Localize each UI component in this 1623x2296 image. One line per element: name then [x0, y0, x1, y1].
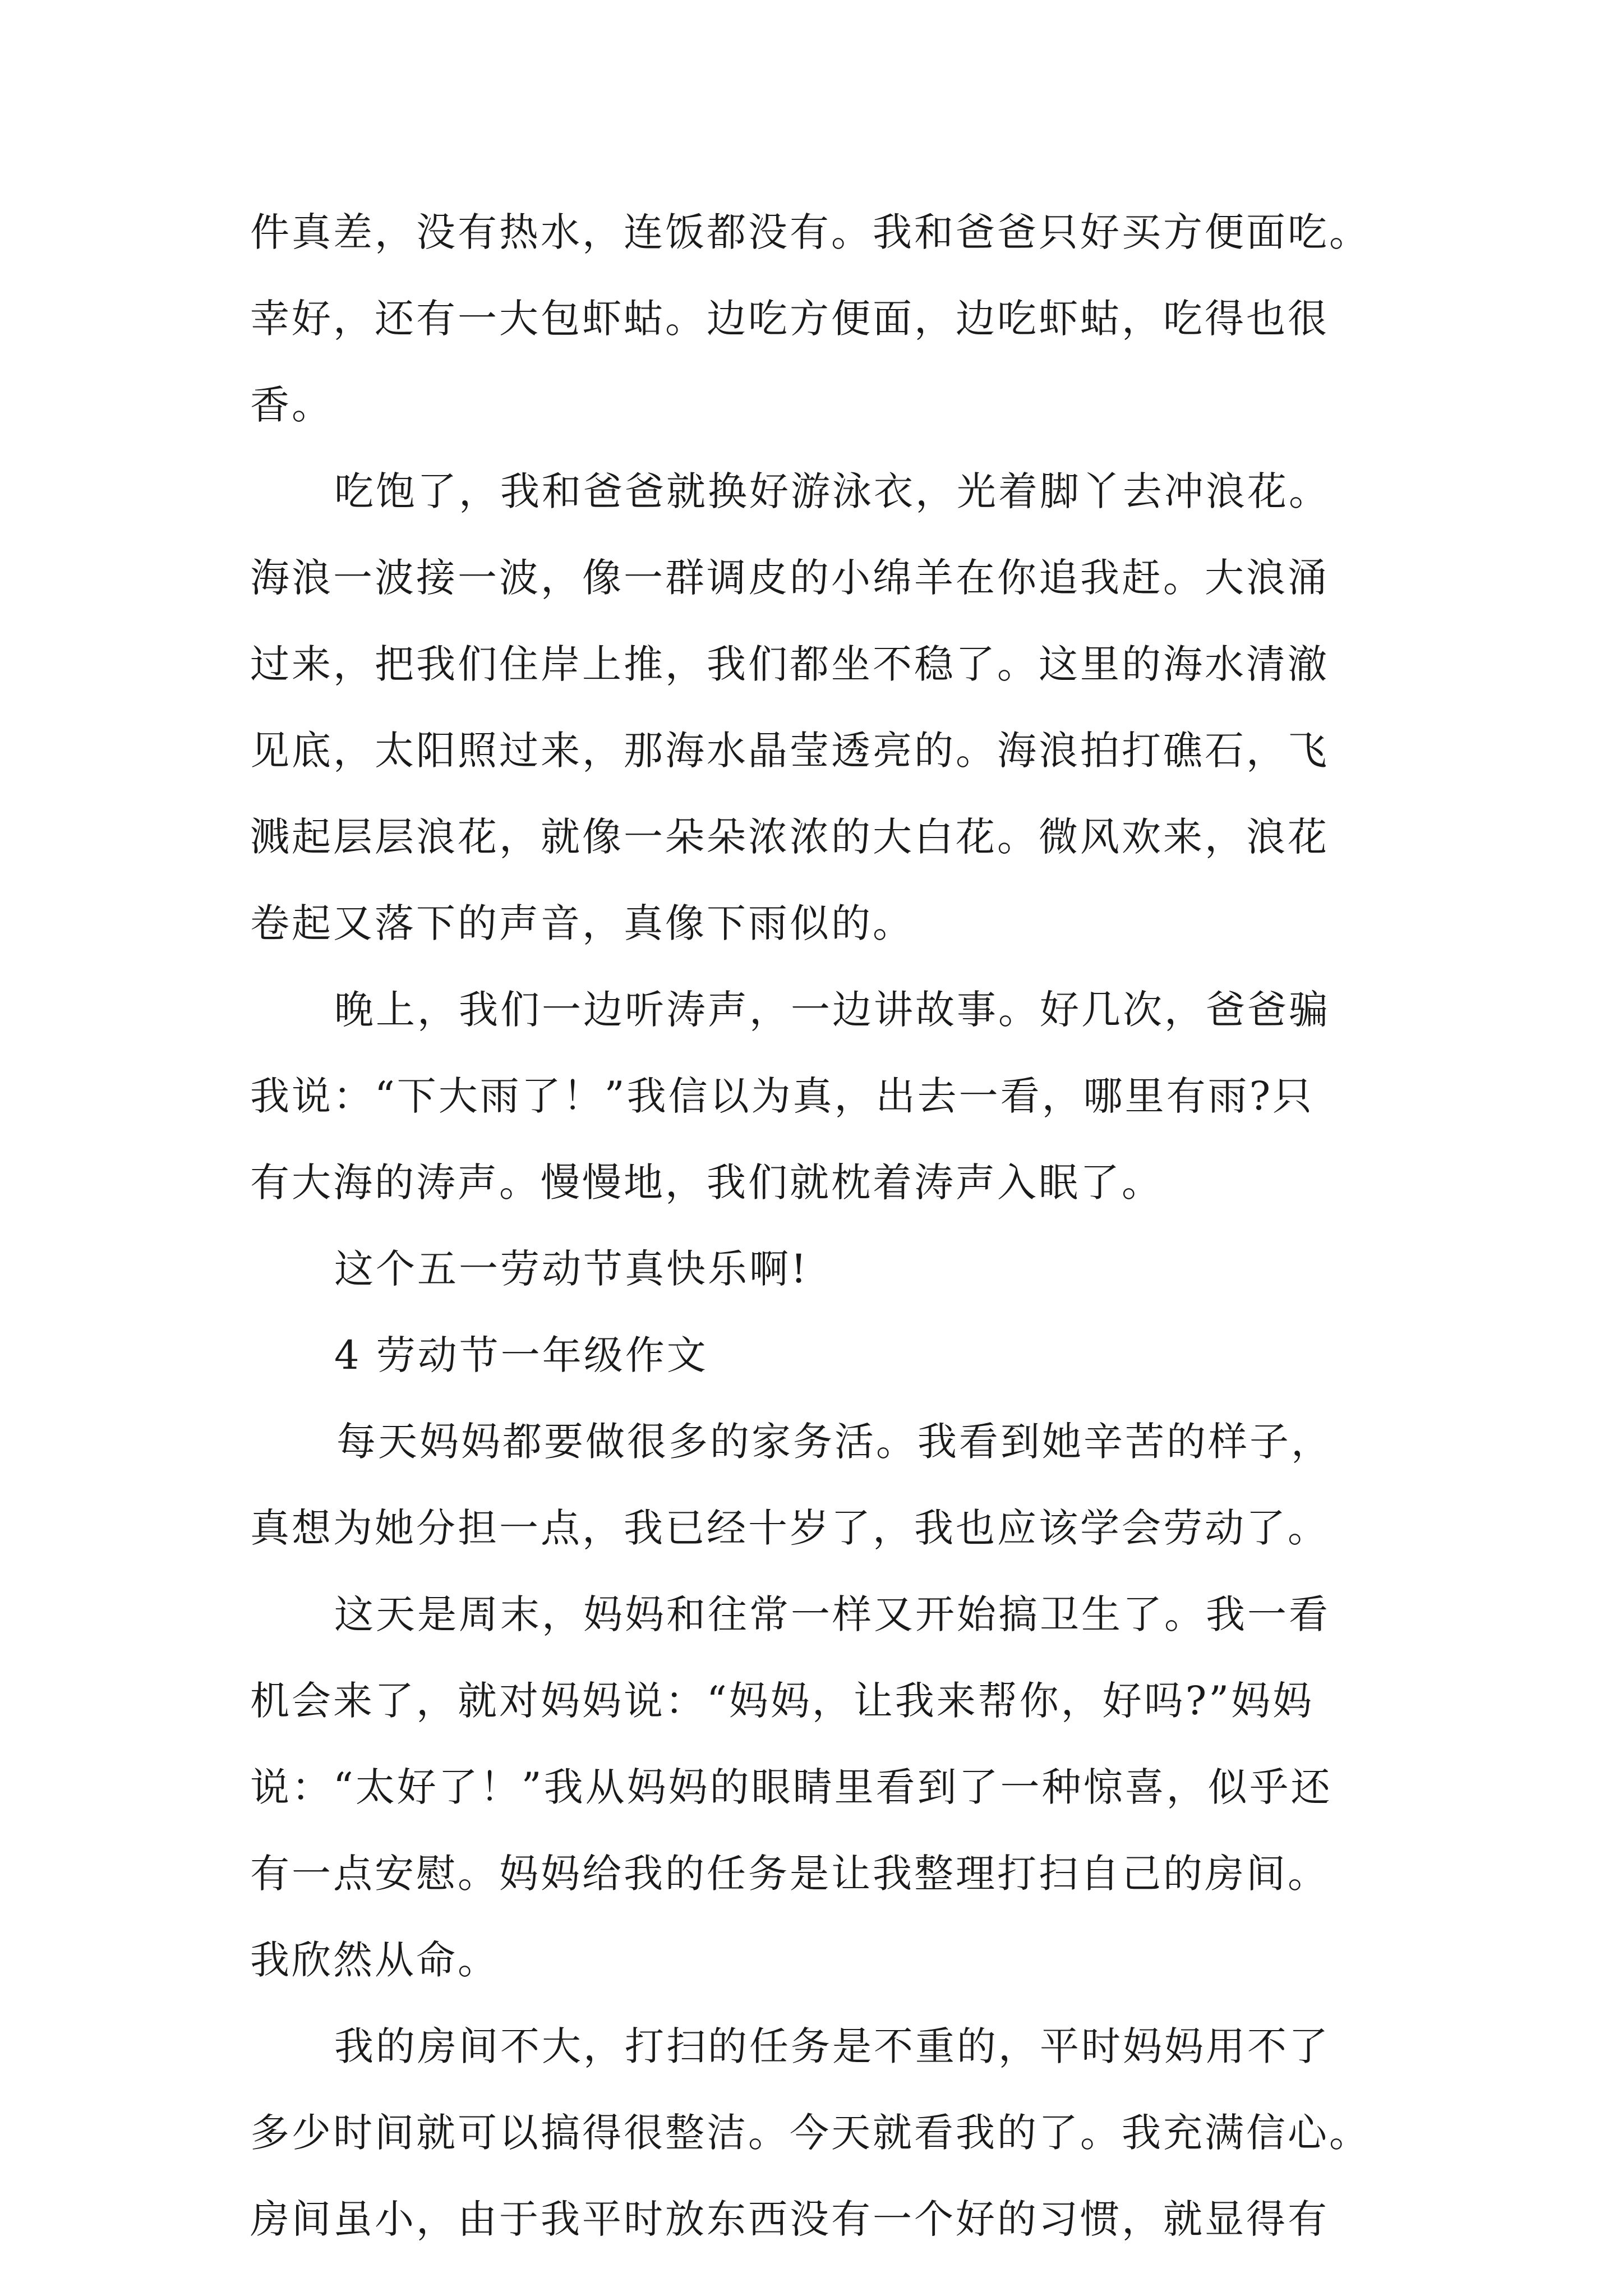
- text-line: 这天是周末，妈妈和往常一样又开始搞卫生了。我一看: [334, 1591, 1330, 1637]
- text-line: 我说：“下大雨了！”我信以为真，出去一看，哪里有雨?只: [250, 1073, 1315, 1119]
- text-line: 有大海的涛声。慢慢地，我们就枕着涛声入眠了。: [250, 1159, 1163, 1205]
- text-line: 房间虽小，由于我平时放东西没有一个好的习惯，就显得有: [250, 2196, 1329, 2242]
- text-line: 香。: [250, 382, 333, 428]
- text-line: 见底，太阳照过来，那海水晶莹透亮的。海浪拍打礁石，飞: [250, 728, 1329, 774]
- text-line: 说：“太好了！”我从妈妈的眼睛里看到了一种惊喜，似乎还: [250, 1764, 1332, 1810]
- text-line: 每天妈妈都要做很多的家务活。我看到她辛苦的样子，: [336, 1419, 1332, 1465]
- text-line: 过来，把我们住岸上推，我们都坐不稳了。这里的海水清澈: [250, 641, 1329, 687]
- text-line: 幸好，还有一大包虾蛄。边吃方便面，边吃虾蛄，吃得也很: [250, 296, 1329, 342]
- text-line: 我欣然从命。: [250, 1937, 499, 1983]
- text-line: 件真差，没有热水，连饭都没有。我和爸爸只好买方便面吃。: [250, 209, 1371, 255]
- section-heading: 4 劳动节一年级作文: [334, 1332, 708, 1378]
- text-line: 海浪一波接一波，像一群调皮的小绵羊在你追我赶。大浪涌: [250, 555, 1329, 601]
- text-line: 真想为她分担一点，我已经十岁了，我也应该学会劳动了。: [250, 1505, 1329, 1551]
- text-line: 吃饱了，我和爸爸就换好游泳衣，光着脚丫去冲浪花。: [334, 468, 1330, 514]
- text-line: 这个五一劳动节真快乐啊!: [334, 1246, 809, 1292]
- text-line: 多少时间就可以搞得很整洁。今天就看我的了。我充满信心。: [250, 2110, 1371, 2156]
- text-line: 晚上，我们一边听涛声，一边讲故事。好几次，爸爸骗: [334, 987, 1330, 1033]
- text-line: 卷起又落下的声音，真像下雨似的。: [250, 900, 914, 946]
- text-line: 机会来了，就对妈妈说：“妈妈，让我来帮你，好吗?”妈妈: [250, 1678, 1315, 1724]
- text-line: 有一点安慰。妈妈给我的任务是让我整理打扫自己的房间。: [250, 1851, 1329, 1897]
- text-line: 溅起层层浪花，就像一朵朵浓浓的大白花。微风欢来，浪花: [250, 814, 1329, 860]
- text-line: 我的房间不大，打扫的任务是不重的，平时妈妈用不了: [334, 2023, 1330, 2069]
